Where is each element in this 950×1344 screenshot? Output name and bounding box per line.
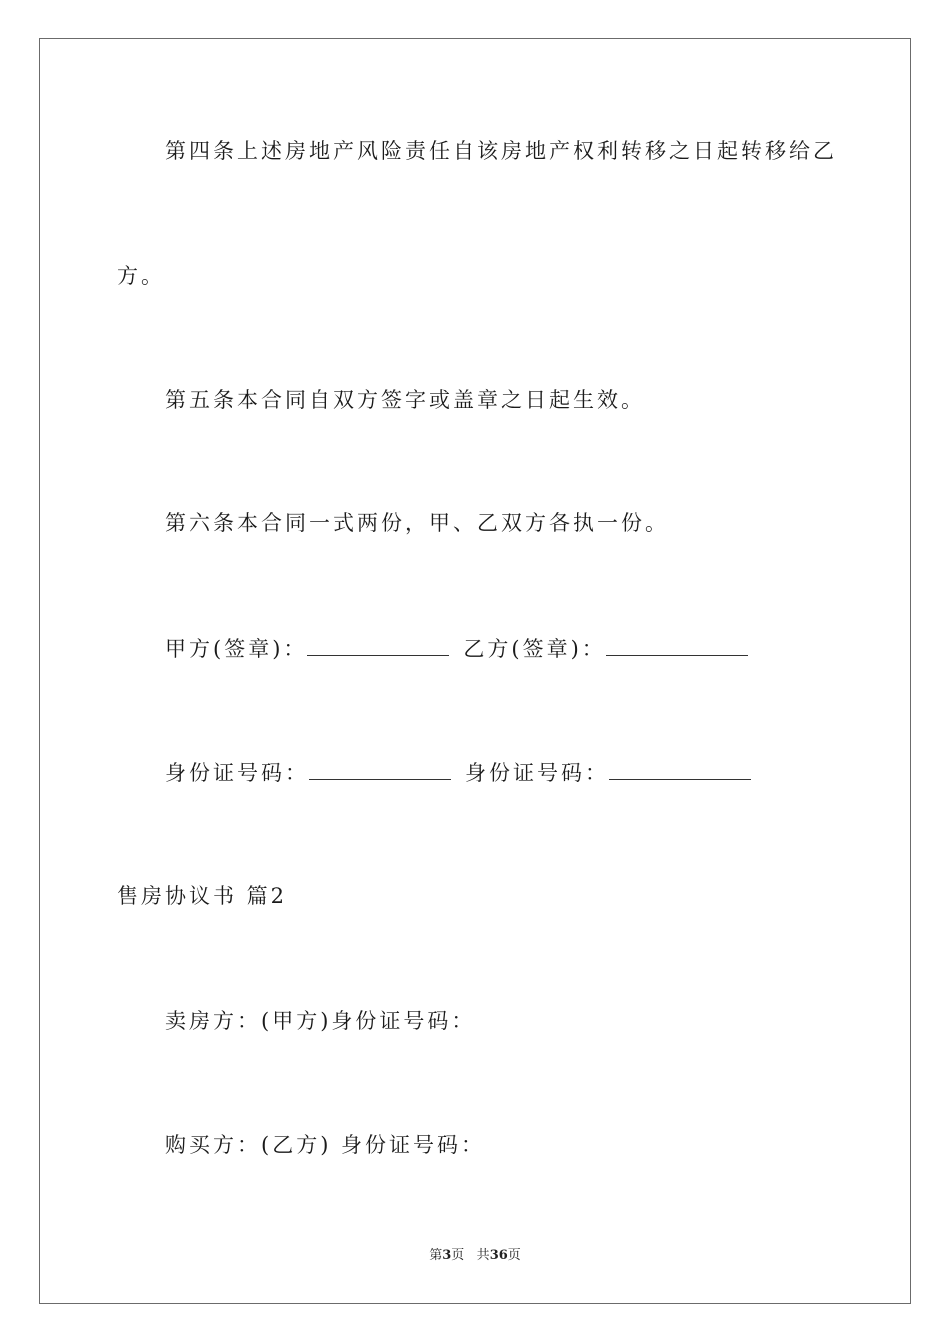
page-frame	[39, 38, 911, 1304]
footer-prefix: 第	[429, 1248, 443, 1263]
section-heading: 售房协议书 篇2	[117, 884, 288, 908]
id-label-b: 身份证号码：	[465, 761, 609, 785]
current-page-number: 3	[442, 1248, 452, 1263]
id-b-blank	[609, 761, 751, 780]
id-label-a: 身份证号码：	[165, 761, 309, 785]
footer-total-suffix: 页	[507, 1248, 521, 1263]
id-a-blank	[309, 761, 451, 780]
total-page-count: 36	[489, 1248, 508, 1263]
footer-page-suffix: 页	[451, 1248, 465, 1263]
clause-6: 第六条本合同一式两份，甲、乙双方各执一份。	[165, 511, 669, 535]
clause-4-line-2: 方。	[117, 264, 165, 288]
id-number-row	[165, 761, 765, 784]
party-b-signature-blank	[606, 637, 748, 656]
party-b-label: 乙方(签章)：	[463, 637, 606, 661]
party-a-signature-blank	[307, 637, 449, 656]
signature-row	[165, 637, 762, 660]
page-footer	[0, 1249, 950, 1262]
party-a-label: 甲方(签章)：	[165, 637, 308, 661]
seller-line: 卖房方：(甲方)身份证号码：	[165, 1009, 476, 1033]
clause-5: 第五条本合同自双方签字或盖章之日起生效。	[165, 388, 645, 412]
clause-4-line-1: 第四条上述房地产风险责任自该房地产权利转移之日起转移给乙	[165, 139, 837, 163]
footer-total-prefix: 共	[476, 1248, 490, 1263]
buyer-line: 购买方：(乙方) 身份证号码：	[165, 1133, 486, 1157]
